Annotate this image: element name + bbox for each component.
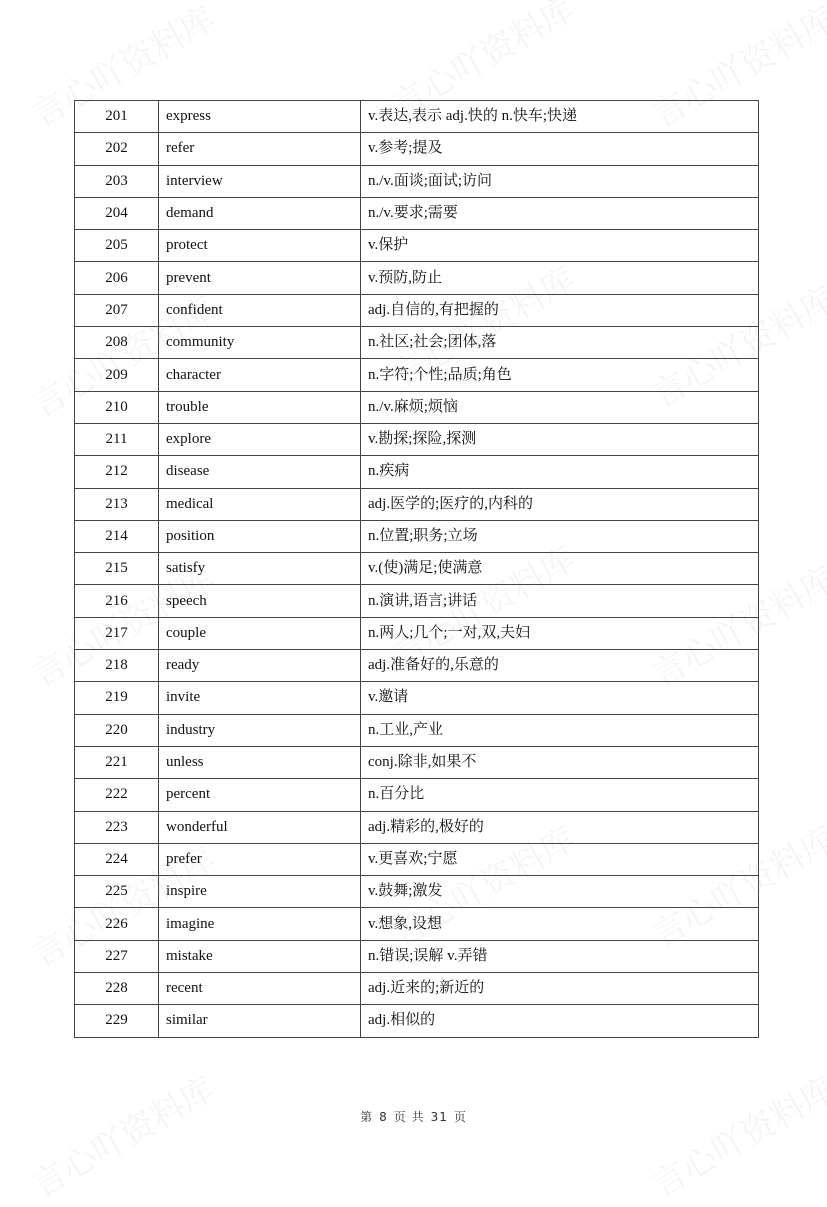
word-cell: explore <box>159 423 361 455</box>
meaning-cell: n./v.要求;需要 <box>361 197 759 229</box>
table-row <box>75 908 759 940</box>
meaning-cell: conj.除非,如果不 <box>361 746 759 778</box>
word-cell: speech <box>159 585 361 617</box>
row-number: 207 <box>75 294 159 326</box>
meaning-cell: n.疾病 <box>361 456 759 488</box>
row-number: 204 <box>75 197 159 229</box>
table-row <box>75 1005 759 1037</box>
meaning-cell: v.更喜欢;宁愿 <box>361 843 759 875</box>
word-cell: inspire <box>159 876 361 908</box>
word-cell: express <box>159 101 361 133</box>
meaning-cell: adj.自信的,有把握的 <box>361 294 759 326</box>
meaning-cell: n.位置;职务;立场 <box>361 520 759 552</box>
table-row <box>75 553 759 585</box>
meaning-cell: v.邀请 <box>361 682 759 714</box>
row-number: 222 <box>75 779 159 811</box>
footer-total-pages: 31 <box>430 1110 448 1124</box>
row-number: 226 <box>75 908 159 940</box>
row-number: 208 <box>75 327 159 359</box>
word-cell: protect <box>159 230 361 262</box>
row-number: 223 <box>75 811 159 843</box>
word-cell: medical <box>159 488 361 520</box>
word-cell: percent <box>159 779 361 811</box>
word-cell: couple <box>159 617 361 649</box>
row-number: 209 <box>75 359 159 391</box>
table-row <box>75 520 759 552</box>
row-number: 224 <box>75 843 159 875</box>
table-row <box>75 359 759 391</box>
table-row <box>75 843 759 875</box>
word-cell: character <box>159 359 361 391</box>
table-row <box>75 585 759 617</box>
watermark <box>21 1062 222 1206</box>
meaning-cell: n.两人;几个;一对,双,夫妇 <box>361 617 759 649</box>
table-row <box>75 714 759 746</box>
row-number: 202 <box>75 133 159 165</box>
meaning-cell: n.错误;误解 v.弄错 <box>361 940 759 972</box>
meaning-cell: n.百分比 <box>361 779 759 811</box>
meaning-cell: n.字符;个性;品质;角色 <box>361 359 759 391</box>
meaning-cell: v.表达,表示 adj.快的 n.快车;快递 <box>361 101 759 133</box>
word-cell: confident <box>159 294 361 326</box>
table-row <box>75 101 759 133</box>
table-row <box>75 133 759 165</box>
footer-page-number: 8 <box>379 1110 388 1124</box>
table-row <box>75 811 759 843</box>
meaning-cell: adj.近来的;新近的 <box>361 973 759 1005</box>
meaning-cell: adj.精彩的,极好的 <box>361 811 759 843</box>
table-row <box>75 617 759 649</box>
table-row <box>75 779 759 811</box>
table-row <box>75 650 759 682</box>
row-number: 218 <box>75 650 159 682</box>
meaning-cell: n.演讲,语言;讲话 <box>361 585 759 617</box>
row-number: 221 <box>75 746 159 778</box>
footer-prefix: 第 <box>360 1110 374 1124</box>
meaning-cell: v.参考;提及 <box>361 133 759 165</box>
word-cell: industry <box>159 714 361 746</box>
row-number: 220 <box>75 714 159 746</box>
vocabulary-table <box>74 100 759 1038</box>
word-cell: prevent <box>159 262 361 294</box>
meaning-cell: v.鼓舞;激发 <box>361 876 759 908</box>
page-footer <box>0 1108 827 1125</box>
row-number: 205 <box>75 230 159 262</box>
footer-middle: 页 共 <box>393 1110 425 1124</box>
word-cell: demand <box>159 197 361 229</box>
word-cell: interview <box>159 165 361 197</box>
row-number: 215 <box>75 553 159 585</box>
word-cell: invite <box>159 682 361 714</box>
meaning-cell: v.预防,防止 <box>361 262 759 294</box>
table-row <box>75 262 759 294</box>
table-row <box>75 230 759 262</box>
word-cell: trouble <box>159 391 361 423</box>
row-number: 211 <box>75 423 159 455</box>
word-cell: recent <box>159 973 361 1005</box>
row-number: 212 <box>75 456 159 488</box>
table-row <box>75 327 759 359</box>
table-row <box>75 197 759 229</box>
vocabulary-table-body <box>75 101 759 1038</box>
meaning-cell: n./v.面谈;面试;访问 <box>361 165 759 197</box>
meaning-cell: adj.相似的 <box>361 1005 759 1037</box>
row-number: 216 <box>75 585 159 617</box>
word-cell: ready <box>159 650 361 682</box>
word-cell: prefer <box>159 843 361 875</box>
word-cell: wonderful <box>159 811 361 843</box>
meaning-cell: v.想象,设想 <box>361 908 759 940</box>
table-row <box>75 456 759 488</box>
row-number: 206 <box>75 262 159 294</box>
table-row <box>75 682 759 714</box>
table-row <box>75 488 759 520</box>
meaning-cell: adj.准备好的,乐意的 <box>361 650 759 682</box>
meaning-cell: v.勘探;探险,探测 <box>361 423 759 455</box>
table-row <box>75 973 759 1005</box>
word-cell: community <box>159 327 361 359</box>
watermark <box>641 1062 827 1206</box>
word-cell: imagine <box>159 908 361 940</box>
table-row <box>75 391 759 423</box>
word-cell: mistake <box>159 940 361 972</box>
meaning-cell: n./v.麻烦;烦恼 <box>361 391 759 423</box>
word-cell: refer <box>159 133 361 165</box>
row-number: 210 <box>75 391 159 423</box>
row-number: 229 <box>75 1005 159 1037</box>
footer-suffix: 页 <box>453 1110 467 1124</box>
table-row <box>75 746 759 778</box>
table-row <box>75 423 759 455</box>
row-number: 219 <box>75 682 159 714</box>
meaning-cell: n.工业,产业 <box>361 714 759 746</box>
row-number: 213 <box>75 488 159 520</box>
table-row <box>75 876 759 908</box>
table-row <box>75 294 759 326</box>
word-cell: position <box>159 520 361 552</box>
table-row <box>75 165 759 197</box>
row-number: 228 <box>75 973 159 1005</box>
row-number: 214 <box>75 520 159 552</box>
table-row <box>75 940 759 972</box>
word-cell: disease <box>159 456 361 488</box>
meaning-cell: v.(使)满足;使满意 <box>361 553 759 585</box>
meaning-cell: n.社区;社会;团体,落 <box>361 327 759 359</box>
row-number: 225 <box>75 876 159 908</box>
word-cell: satisfy <box>159 553 361 585</box>
word-cell: similar <box>159 1005 361 1037</box>
meaning-cell: v.保护 <box>361 230 759 262</box>
row-number: 217 <box>75 617 159 649</box>
row-number: 201 <box>75 101 159 133</box>
meaning-cell: adj.医学的;医疗的,内科的 <box>361 488 759 520</box>
row-number: 203 <box>75 165 159 197</box>
word-cell: unless <box>159 746 361 778</box>
row-number: 227 <box>75 940 159 972</box>
